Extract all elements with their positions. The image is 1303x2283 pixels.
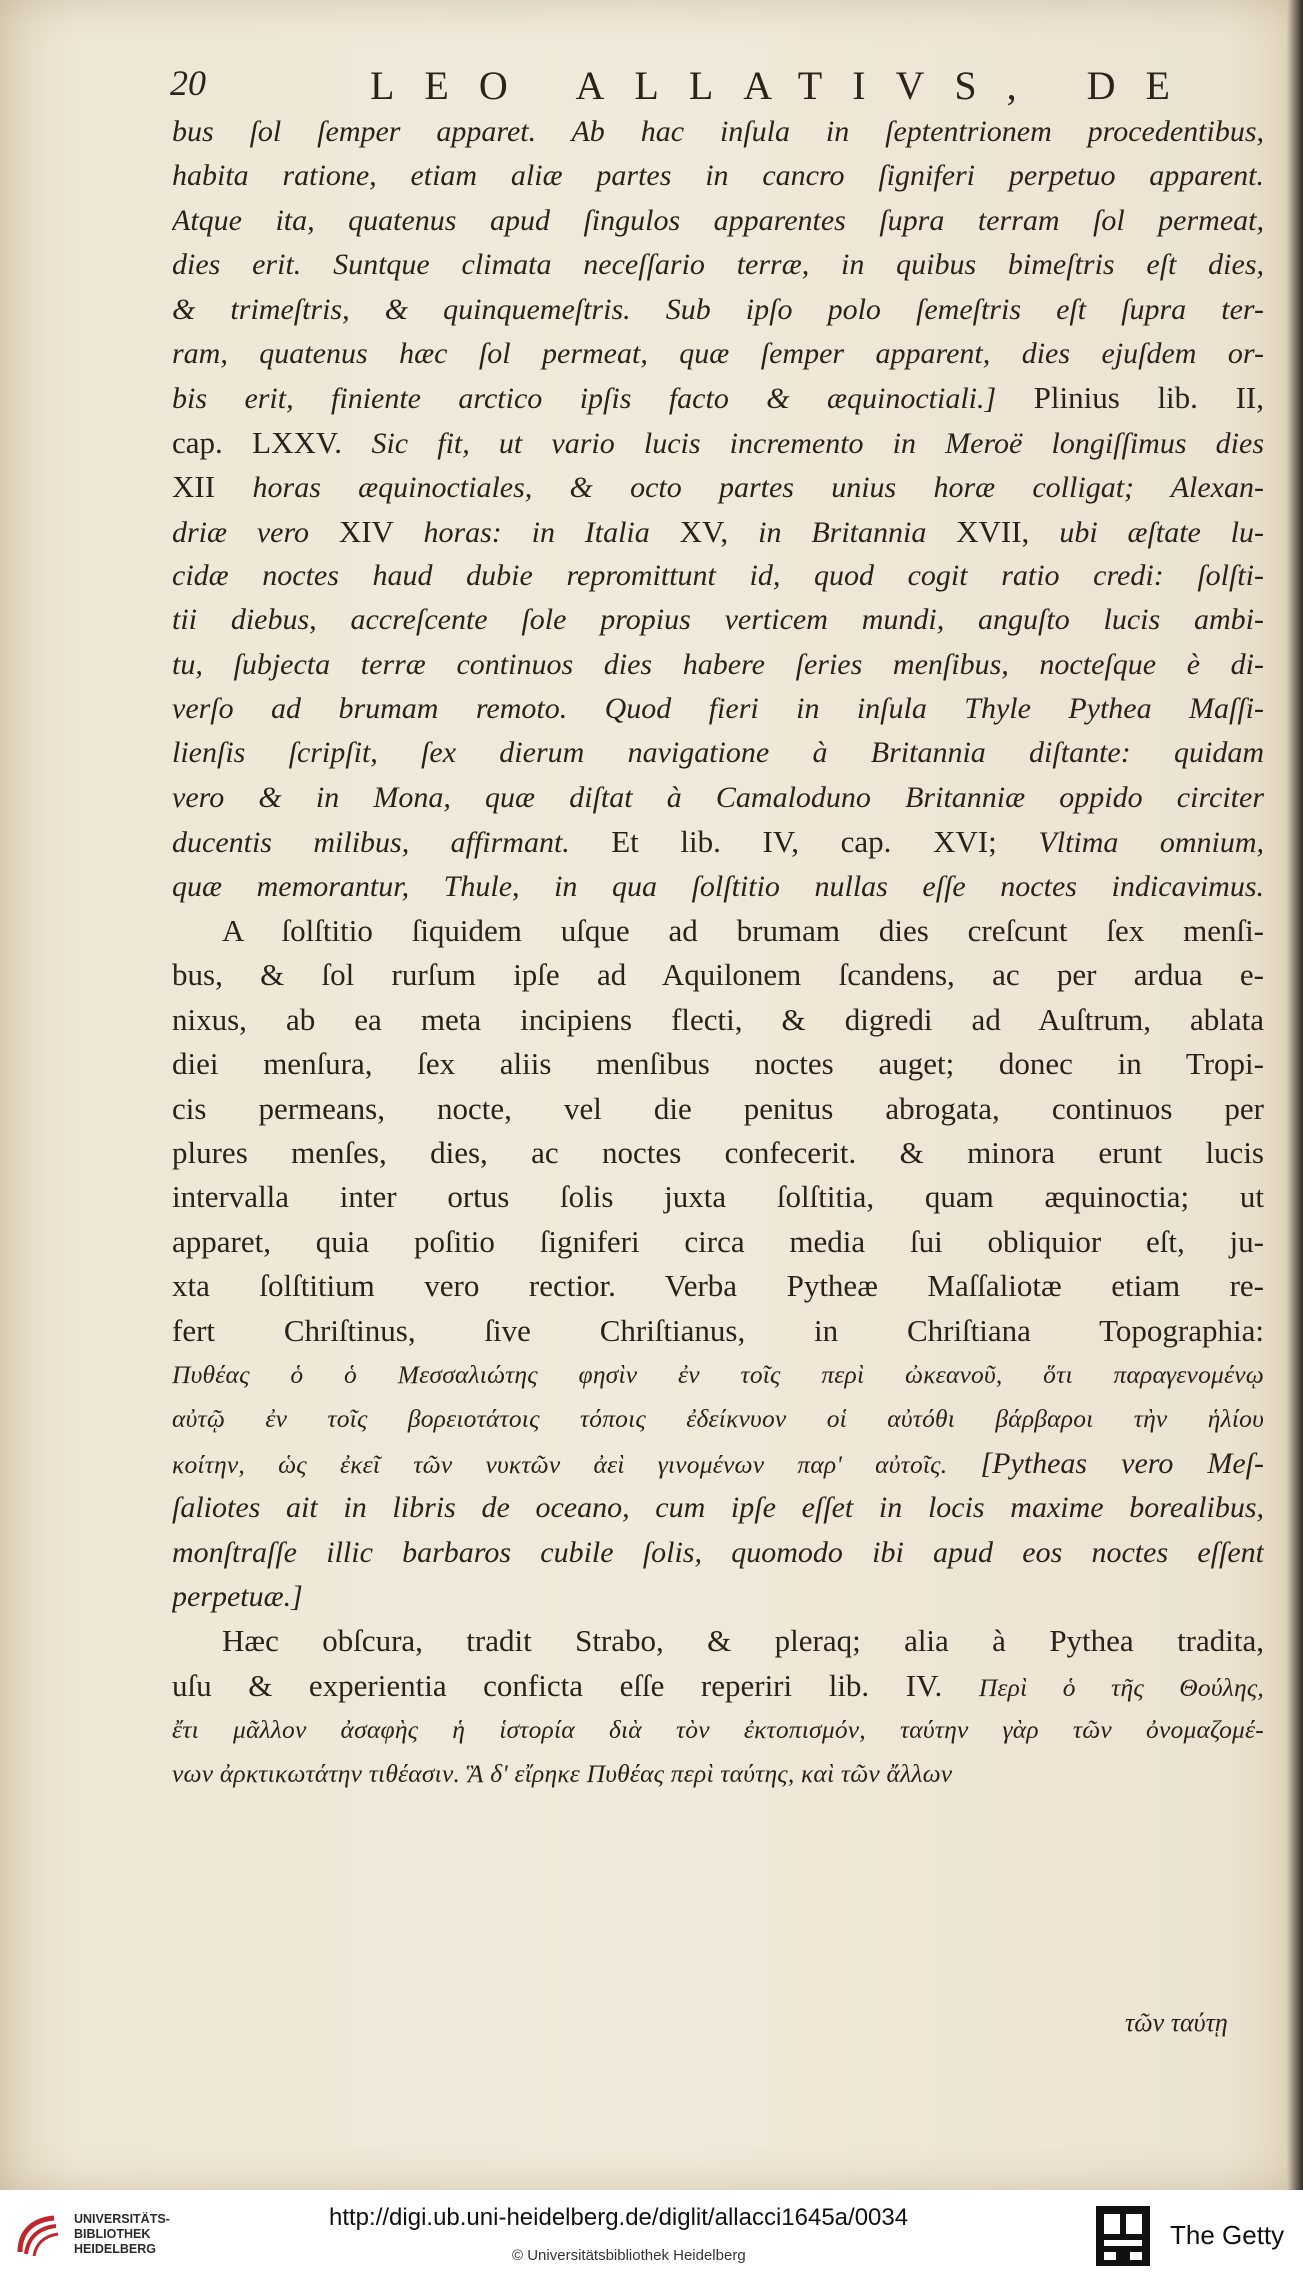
text-line xyxy=(172,865,1264,909)
text-line xyxy=(172,1442,1264,1486)
text-segment: bis erit, finiente arctico ipſis facto & æquinoctiali.] xyxy=(172,382,1034,416)
text-line xyxy=(172,1042,1264,1086)
text-line xyxy=(172,1087,1264,1131)
text-segment: ducentis milibus, affirmant. xyxy=(172,826,612,860)
text-segment: xta ſolſtitium vero rectior. Verba Pytheæ Maſſaliotæ etiam re- xyxy=(172,1268,1264,1304)
text-line xyxy=(172,1531,1264,1575)
text-line xyxy=(172,1752,1264,1796)
university-library-logo-icon xyxy=(14,2212,62,2260)
text-line xyxy=(172,110,1264,154)
copyright-notice: © Universitätsbibliothek Heidelberg xyxy=(512,2247,746,2264)
text-segment: Atque ita, quatenus apud ſingulos apparentes ſupra terram ſol permeat, xyxy=(172,203,1264,237)
text-segment: Sic fit, ut vario lucis incremento in Meroë longiſſimus dies xyxy=(371,426,1264,460)
text-line xyxy=(172,1131,1264,1175)
text-segment: XIV xyxy=(338,513,424,549)
text-line xyxy=(172,1264,1264,1308)
text-segment: ſaliotes ait in libris de oceano, cum ipſe eſſet in locis maxime borealibus, xyxy=(172,1491,1264,1525)
text-segment: perpetuæ.] xyxy=(172,1579,303,1613)
page-header xyxy=(170,62,1200,112)
text-segment: Hæc obſcura, tradit Strabo, & pleraq; alia à Pythea tradita, xyxy=(222,1623,1264,1659)
institution-line-2: BIBLIOTHEK xyxy=(74,2227,151,2241)
text-line xyxy=(172,731,1264,775)
text-segment: ram, quatenus hæc ſol permeat, quæ ſemper apparent, dies ejuſdem or- xyxy=(172,336,1264,370)
text-segment: bus, & ſol rurſum ipſe ad Aquilonem ſcandens, ac per ardua e- xyxy=(172,957,1264,993)
text-segment: horas: in Italia xyxy=(423,515,680,549)
text-segment: [Pytheas vero Meſ- xyxy=(980,1446,1264,1480)
text-segment: ubi æſtate lu- xyxy=(1059,515,1264,549)
text-line xyxy=(172,510,1264,554)
permalink-url[interactable]: http://digi.ub.uni-heidelberg.de/diglit/allacci1645a/0034 xyxy=(329,2204,909,2231)
text-segment: κοίτην, ὡς ἐκεῖ τῶν νυκτῶν ἀεὶ γινομένων παρ' αὐτοῖς. xyxy=(172,1449,981,1479)
running-head: LEO ALLATIVS, DE xyxy=(370,63,1200,108)
text-segment: A ſolſtitio ſiquidem uſque ad brumam dies creſcunt ſex menſi- xyxy=(222,913,1264,949)
text-body xyxy=(172,110,1264,1797)
text-line xyxy=(172,953,1264,997)
institution-line-1: UNIVERSITÄTS- xyxy=(74,2212,170,2226)
text-segment: XV, xyxy=(679,513,759,549)
text-segment: cis permeans, nocte, vel die penitus abrogata, continuos per xyxy=(172,1090,1264,1126)
text-segment: Πυθέας ὁ ὁ Μεσσαλιώτης φησὶν ἐν τοῖς περὶ ὠκεανοῦ, ὅτι παραγενομένῳ xyxy=(172,1359,1264,1389)
text-segment: cidæ noctes haud dubie repromittunt id, quod cogit ratio credi: ſolſti- xyxy=(172,558,1264,592)
text-segment: lienſis ſcripſit, ſex dierum navigatione à Britannia diſtante: quidam xyxy=(172,736,1264,770)
viewer-footer xyxy=(0,2190,1303,2283)
text-segment: XVII, xyxy=(956,513,1060,549)
text-line xyxy=(172,421,1264,465)
getty-logo-icon xyxy=(1096,2206,1150,2266)
text-line xyxy=(172,199,1264,243)
page-number: 20 xyxy=(170,63,206,103)
text-line xyxy=(172,1486,1264,1530)
text-line xyxy=(172,687,1264,731)
catchword: τῶν ταύτῃ xyxy=(1125,2008,1228,2037)
text-line xyxy=(172,820,1264,864)
text-line xyxy=(172,376,1264,420)
text-segment: XII xyxy=(172,469,253,505)
text-segment: tii diebus, accreſcente ſole propius verticem mundi, anguſto lucis ambi- xyxy=(172,603,1264,637)
text-line xyxy=(172,154,1264,198)
text-line xyxy=(172,1353,1264,1397)
text-segment: uſu & experientia conficta eſſe reperiri lib. IV. xyxy=(172,1667,979,1703)
text-line xyxy=(172,243,1264,287)
text-segment: nixus, ab ea meta incipiens flecti, & digredi ad Auſtrum, ablata xyxy=(172,1001,1264,1037)
text-line xyxy=(172,1175,1264,1219)
text-segment: dies erit. Suntque climata neceſſario terræ, in quibus bimeſtris eſt dies, xyxy=(172,248,1264,282)
text-line xyxy=(172,1619,1264,1663)
text-segment: αὐτῷ ἐν τοῖς βορειοτάτοις τόποις ἐδείκνυον οἱ αὐτόθι βάρβαροι τὴν ἡλίου xyxy=(172,1404,1264,1434)
text-segment: intervalla inter ortus ſolis juxta ſolſtitia, quam æquinoctia; ut xyxy=(172,1179,1264,1215)
text-segment: & trimeſtris, & quinquemeſtris. Sub ipſo polo ſemeſtris eſt ſupra ter- xyxy=(172,292,1264,326)
text-line xyxy=(172,465,1264,509)
text-segment: Vltima omnium, xyxy=(1038,826,1264,860)
text-segment: Περὶ ὁ τῆς Θούλης, xyxy=(978,1672,1264,1702)
text-segment: Plinius lib. II, xyxy=(1033,380,1264,416)
text-segment: νων ἀρκτικωτάτην τιθέασιν. Ἃ δ' εἴρηκε Πυθέας περὶ ταύτης, καὶ τῶν ἄλλων xyxy=(172,1759,953,1789)
text-line xyxy=(172,1664,1264,1708)
text-line xyxy=(172,1220,1264,1264)
text-line xyxy=(172,1309,1264,1353)
text-line xyxy=(172,288,1264,332)
text-segment: Et lib. IV, cap. XVI; xyxy=(611,824,1039,860)
text-segment: in Britannia xyxy=(758,515,957,549)
text-segment: vero & in Mona, quæ diſtat à Camaloduno Britanniæ oppido circiter xyxy=(172,780,1264,814)
text-line xyxy=(172,1397,1264,1441)
text-line xyxy=(172,643,1264,687)
text-line xyxy=(172,598,1264,642)
text-line xyxy=(172,776,1264,820)
institution-line-3: HEIDELBERG xyxy=(74,2242,156,2256)
text-segment: horas æquinoctiales, & octo partes unius horæ colligat; Alexan- xyxy=(252,471,1264,505)
text-segment: driæ vero xyxy=(172,515,339,549)
text-segment: plures menſes, dies, ac noctes confecerit. & minora erunt lucis xyxy=(172,1134,1264,1170)
text-segment: diei menſura, ſex aliis menſibus noctes auget; donec in Tropi- xyxy=(172,1046,1264,1082)
text-segment: ἔτι μᾶλλον ἀσαφὴς ἡ ἱστορία διὰ τὸν ἐκτοπισμόν, ταύτην γὰρ τῶν ὀνομαζομέ- xyxy=(172,1715,1264,1745)
text-segment: cap. LXXV. xyxy=(172,424,372,460)
text-line xyxy=(172,1575,1264,1619)
text-line xyxy=(172,1708,1264,1752)
text-line xyxy=(172,554,1264,598)
text-segment: tu, ſubjecta terræ continuos dies habere ſeries menſibus, nocteſque è di- xyxy=(172,647,1264,681)
text-line xyxy=(172,998,1264,1042)
page-edge-shadow xyxy=(1287,0,1303,2190)
text-segment: apparet, quia poſitio ſigniferi circa media ſui obliquior eſt, ju- xyxy=(172,1223,1264,1259)
text-segment: fert Chriſtinus, ſive Chriſtianus, in Chriſtiana Topographia: xyxy=(172,1312,1264,1348)
text-segment: bus ſol ſemper apparet. Ab hac inſula in ſeptentrionem procedentibus, xyxy=(172,115,1264,148)
partner-name: The Getty xyxy=(1170,2220,1285,2250)
text-segment: quæ memorantur, Thule, in qua ſolſtitio nullas eſſe noctes indicavimus. xyxy=(172,869,1264,903)
text-line xyxy=(172,332,1264,376)
text-segment: habita ratione, etiam aliæ partes in cancro ſigniferi perpetuo apparent. xyxy=(172,159,1264,193)
text-segment: monſtraſſe illic barbaros cubile ſolis, quomodo ibi apud eos noctes eſſent xyxy=(172,1535,1264,1569)
text-line xyxy=(172,909,1264,953)
university-library-name xyxy=(74,2212,170,2257)
text-segment: verſo ad brumam remoto. Quod fieri in inſula Thyle Pythea Maſſi- xyxy=(172,692,1264,726)
